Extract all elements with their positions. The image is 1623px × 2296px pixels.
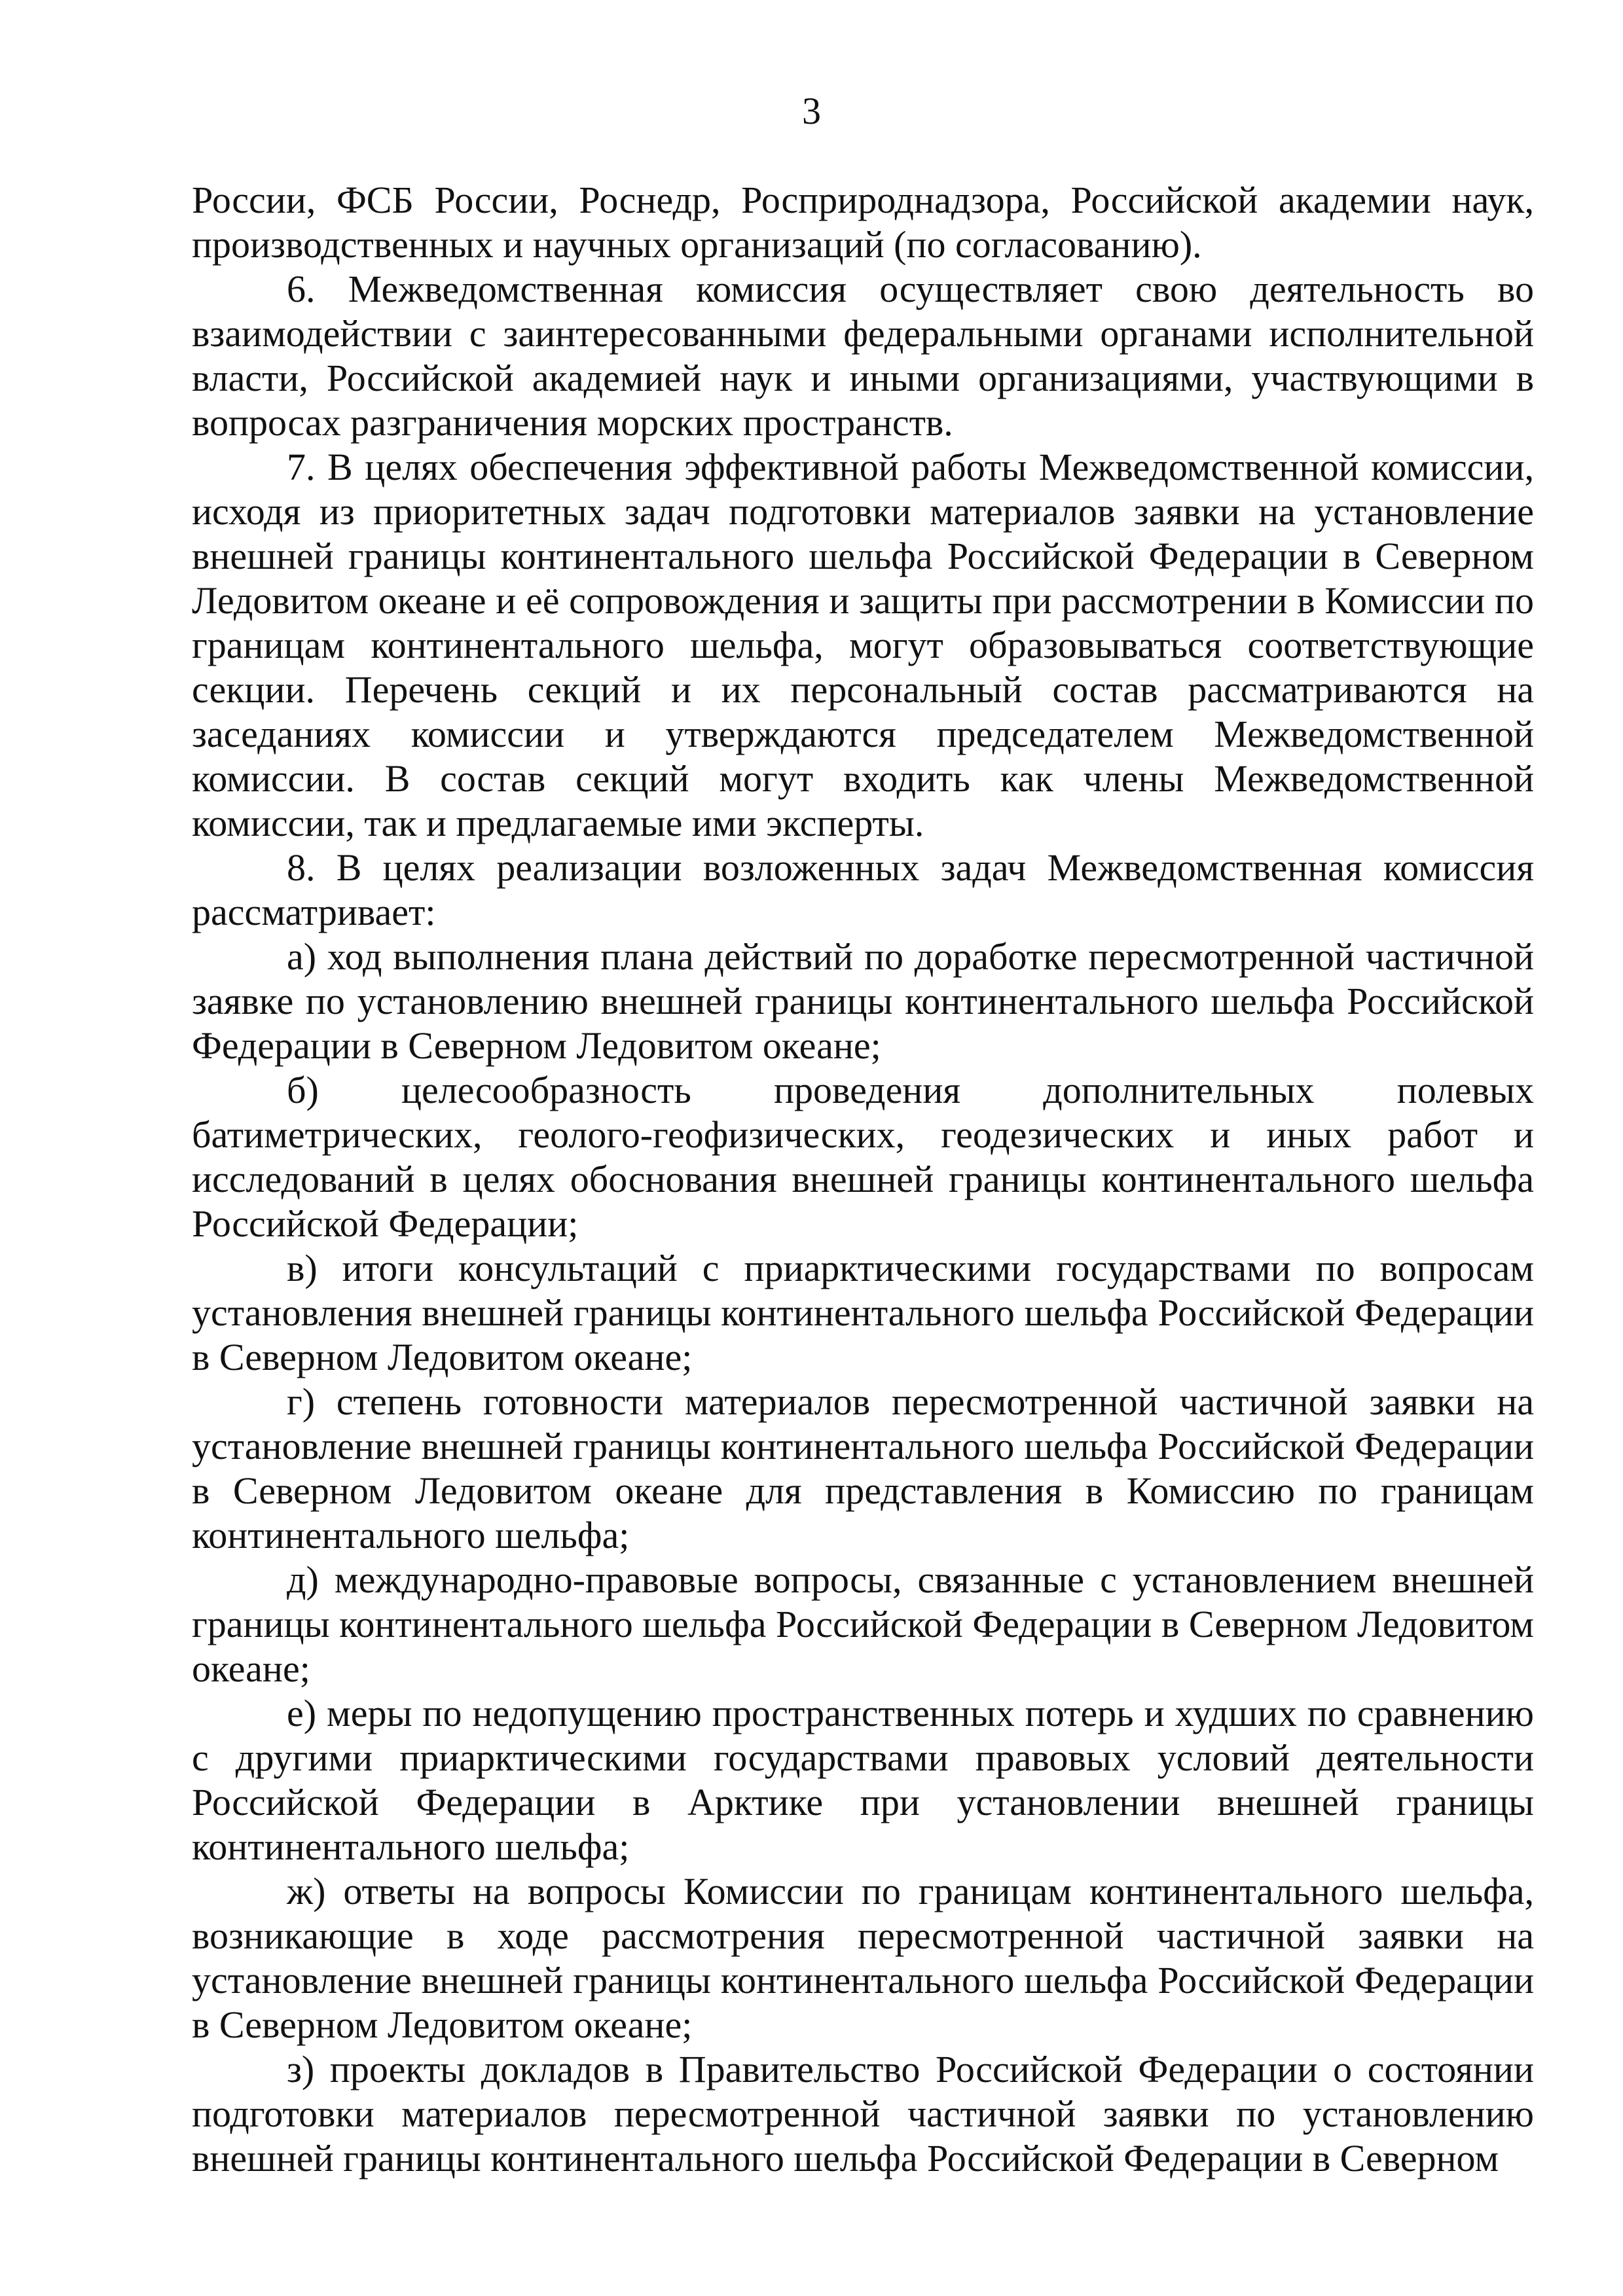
paragraph-item-6: 6. Межведомственная комиссия осуществляет свою деятельность во взаимодействии с заинтересованными федеральными органами исполнительной власти, Российской академией наук и иными организациями, участвующими в вопросах разграничения морских пространств. xyxy=(192,268,1534,444)
subitem-g: г) степень готовности материалов пересмотренной частичной заявки на установление внешней границы континентального шельфа Российской Федерации в Северном Ледовитом океане для представления в Комиссию по границам континентального шельфа; xyxy=(192,1380,1534,1556)
subitem-zh: ж) ответы на вопросы Комиссии по границам континентального шельфа, возникающие в ходе рассмотрения пересмотренной частичной заявки на установление внешней границы континентального шельфа Российской Федерации в Северном Ледовитом океане; xyxy=(192,1870,1534,2046)
paragraph-item-7: 7. В целях обеспечения эффективной работы Межведомственной комиссии, исходя из приоритетных задач подготовки материалов заявки на установление внешней границы континентального шельфа Российской Федерации в Северном Ледовитом океане и её сопровождения и защиты при рассмотрении в Комиссии по границам континентального шельфа, могут образовываться соответствующие секции. Перечень секций и их персональный состав рассматриваются на заседаниях комиссии и утверждаются председателем Межведомственной комиссии. В состав секций могут входить как члены Межведомственной комиссии, так и предлагаемые ими эксперты. xyxy=(192,446,1534,844)
subitem-z: з) проекты докладов в Правительство Российской Федерации о состоянии подготовки материалов пересмотренной частичной заявки по установлению внешней границы континентального шельфа Российской Федерации в Северном xyxy=(192,2048,1534,2179)
subitem-e: е) меры по недопущению пространственных потерь и худших по сравнению с другими приарктическими государствами правовых условий деятельности Российской Федерации в Арктике при установлении внешней границы континентального шельфа; xyxy=(192,1692,1534,1868)
page-number: 3 xyxy=(802,90,821,132)
subitem-b: б) целесообразность проведения дополнительных полевых батиметрических, геолого-геофизических, геодезических и иных работ и исследований в целях обоснования внешней границы континентального шельфа Российской Федерации; xyxy=(192,1069,1534,1245)
paragraph-continuation: России, ФСБ России, Роснедр, Росприроднадзора, Российской академии наук, производственных и научных организаций (по согласованию). xyxy=(192,179,1534,266)
paragraph-item-8: 8. В целях реализации возложенных задач Межведомственная комиссия рассматривает: xyxy=(192,846,1534,933)
subitem-a: а) ход выполнения плана действий по доработке пересмотренной частичной заявке по установлению внешней границы континентального шельфа Российской Федерации в Северном Ледовитом океане; xyxy=(192,935,1534,1067)
subitem-d: д) международно-правовые вопросы, связанные с установлением внешней границы континентального шельфа Российской Федерации в Северном Ледовитом океане; xyxy=(192,1558,1534,1690)
document-body xyxy=(192,178,1534,2181)
subitem-v: в) итоги консультаций с приарктическими государствами по вопросам установления внешней границы континентального шельфа Российской Федерации в Северном Ледовитом океане; xyxy=(192,1247,1534,1378)
